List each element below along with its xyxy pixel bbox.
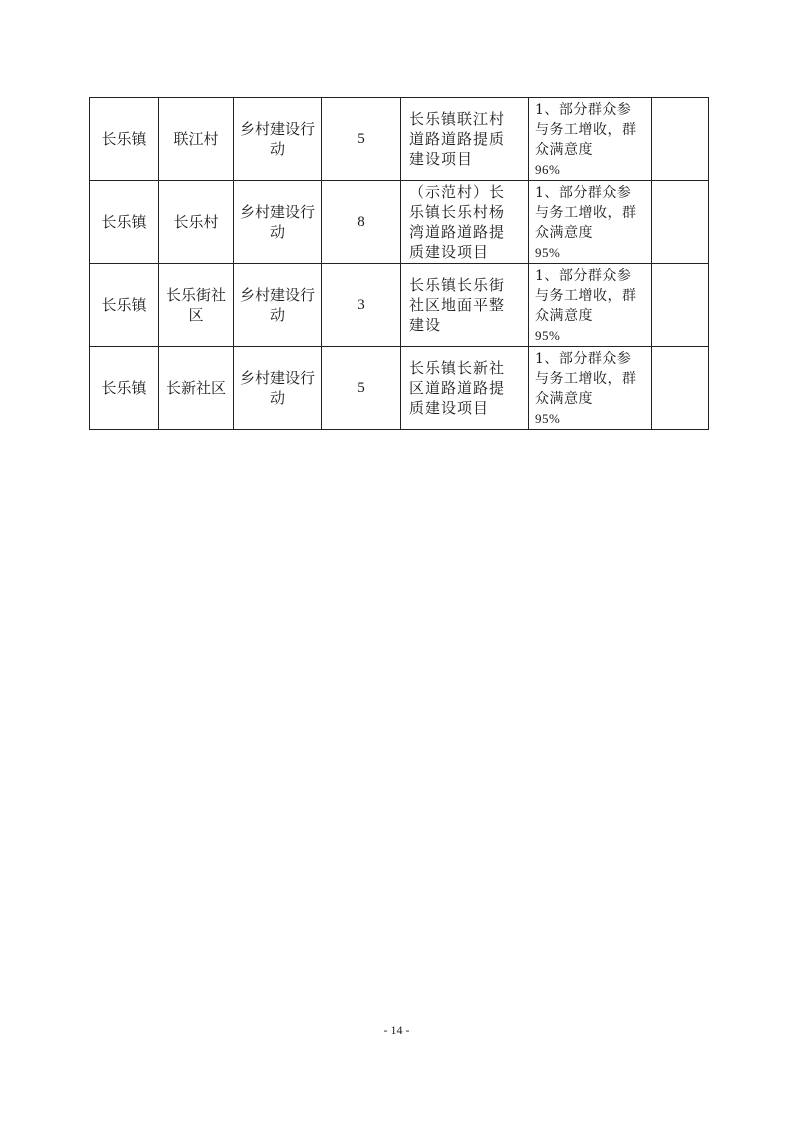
benefit-cell — [529, 98, 652, 181]
count-cell: 5 — [322, 347, 401, 430]
project-cell: （示范村）长乐镇长乐村杨湾道路道路提质建设项目 — [401, 181, 529, 264]
town-cell: 长乐镇 — [90, 347, 159, 430]
count-cell: 5 — [322, 98, 401, 181]
benefit-text: 1、部分群众参与务工增收，群众满意度 — [535, 185, 637, 241]
page-number: - 14 - — [383, 1023, 410, 1037]
satisfaction-value: 95% — [535, 245, 561, 260]
village-cell: 长乐街社区 — [159, 264, 234, 347]
table-row — [90, 181, 709, 264]
town-cell: 长乐镇 — [90, 181, 159, 264]
table-row — [90, 347, 709, 430]
benefit-cell — [529, 181, 652, 264]
note-cell — [652, 347, 709, 430]
category-cell: 乡村建设行动 — [234, 181, 322, 264]
category-cell: 乡村建设行动 — [234, 264, 322, 347]
note-cell — [652, 181, 709, 264]
project-cell: 长乐镇长新社区道路道路提质建设项目 — [401, 347, 529, 430]
benefit-text: 1、部分群众参与务工增收，群众满意度 — [535, 351, 637, 407]
village-cell: 联江村 — [159, 98, 234, 181]
benefit-text: 1、部分群众参与务工增收，群众满意度 — [535, 102, 637, 158]
project-cell: 长乐镇长乐街社区地面平整建设 — [401, 264, 529, 347]
project-table — [89, 97, 709, 430]
satisfaction-value: 96% — [535, 162, 561, 177]
project-cell: 长乐镇联江村道路道路提质建设项目 — [401, 98, 529, 181]
benefit-cell — [529, 347, 652, 430]
benefit-cell — [529, 264, 652, 347]
satisfaction-value: 95% — [535, 328, 561, 343]
note-cell — [652, 98, 709, 181]
table-row — [90, 264, 709, 347]
benefit-text: 1、部分群众参与务工增收，群众满意度 — [535, 268, 637, 324]
note-cell — [652, 264, 709, 347]
satisfaction-value: 95% — [535, 411, 561, 426]
town-cell: 长乐镇 — [90, 264, 159, 347]
category-cell: 乡村建设行动 — [234, 347, 322, 430]
count-cell: 3 — [322, 264, 401, 347]
category-cell: 乡村建设行动 — [234, 98, 322, 181]
count-cell: 8 — [322, 181, 401, 264]
village-cell: 长乐村 — [159, 181, 234, 264]
table-row — [90, 98, 709, 181]
village-cell: 长新社区 — [159, 347, 234, 430]
town-cell: 长乐镇 — [90, 98, 159, 181]
